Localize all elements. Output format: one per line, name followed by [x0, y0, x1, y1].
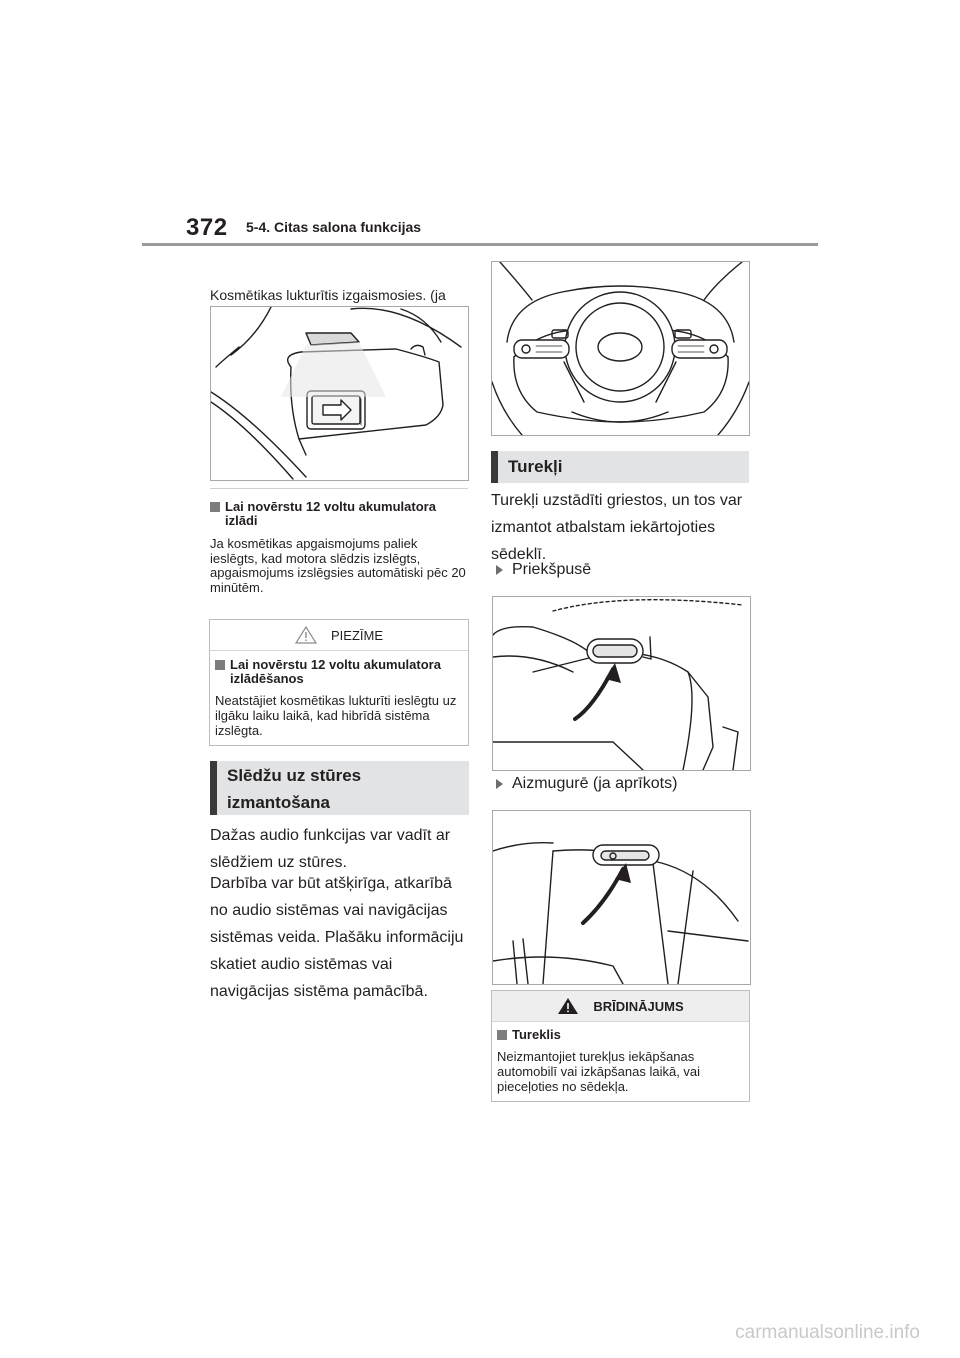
notice-subheading [215, 658, 463, 686]
notice-text: Neatstājiet kosmētikas lukturīti ieslēgtu uz ilgāku laiku laikā, kad hibrīdā sistēma izslēgta. [215, 693, 457, 738]
front-grip-illustration [492, 596, 751, 771]
square-bullet-icon [497, 1030, 507, 1040]
section-title: 5-4. Citas salona funkcijas [246, 219, 422, 235]
steering-wheel-illustration [491, 261, 750, 436]
front-grip-label [496, 561, 591, 579]
vanity-mirror-illustration [210, 306, 469, 481]
notice-title: Lai novērstu 12 voltu akumulatora izlādēšanos [230, 657, 441, 686]
front-grip-drawing [493, 597, 750, 770]
grips-description: Turekļi uzstādīti griestos, un tos var izmantot atbalstam iekārtojoties sēdeklī. [491, 492, 743, 563]
battery-note-text: Ja kosmētikas apgaismojums paliek ieslēgts, kad motora slēdzis izslēgts, apgaismojums izslēgsies automātiski pēc 20 minūtēm. [210, 536, 466, 595]
notice-body [210, 651, 468, 744]
vanity-mirror-drawing [211, 307, 468, 480]
front-grip-text: Priekšpusē [512, 561, 592, 578]
notice-header [210, 620, 468, 651]
rear-grip-drawing [493, 811, 750, 984]
switch-section-heading: Slēdžu uz stūres izmantošana [210, 761, 469, 815]
rear-grip-illustration [492, 810, 751, 985]
square-bullet-icon [210, 502, 220, 512]
battery-note-heading [210, 500, 468, 528]
notice-box [209, 619, 469, 746]
warning-body [492, 1022, 749, 1100]
triangle-bullet-icon [496, 779, 503, 789]
triangle-bullet-icon [496, 565, 503, 575]
switch-paragraph-1: Dažas audio funkcijas var vadīt ar slēdžiem uz stūres. [210, 827, 451, 871]
warning-box [491, 990, 750, 1102]
switch-paragraph-2: Darbība var būt atšķirīga, atkarībā no audio sistēmas vai navigācijas sistēmas veida. Plašāku informāciju skatiet audio sistēmas vai navigācijas sistēma pamācībā. [210, 875, 464, 1000]
battery-note [210, 500, 468, 595]
divider [210, 488, 468, 489]
rear-grip-text: Aizmugurē (ja aprīkots) [512, 775, 678, 792]
warning-label: BRĪDINĀJUMS [593, 998, 684, 1014]
warning-title: Tureklis [512, 1027, 561, 1042]
notice-label: PIEZĪME [330, 627, 383, 643]
warning-header [492, 991, 749, 1022]
warning-subheading [497, 1028, 744, 1042]
warning-triangle-icon [557, 997, 579, 1015]
warning-text: Neizmantojiet turekļus iekāpšanas automobilī vai izkāpšanas laikā, vai pieceļoties no sēdekļa. [497, 1049, 701, 1094]
header-rule [142, 243, 818, 246]
site-watermark: carmanualsonline.info [735, 1322, 920, 1343]
battery-note-title: Lai novērstu 12 voltu akumulatora izlādi [225, 499, 436, 528]
square-bullet-icon [215, 660, 225, 670]
vanity-light-intro: Kosmētikas lukturītis izgaismosies. (ja [210, 287, 446, 303]
grips-heading: Turekļi [491, 451, 749, 483]
caution-triangle-icon [295, 626, 317, 644]
page-number: 372 [186, 214, 228, 241]
rear-grip-label [496, 775, 677, 793]
steering-wheel-drawing [492, 262, 749, 435]
